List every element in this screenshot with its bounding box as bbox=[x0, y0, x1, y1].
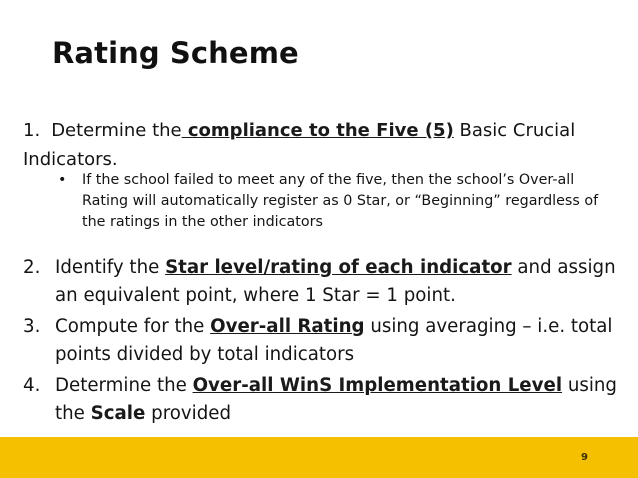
step-4-highlight: Over-all WinS Implementation Level bbox=[192, 375, 563, 396]
step-3-number: 3. bbox=[23, 316, 41, 337]
step-2-text-post: and assign an equivalent point, where 1 Star = 1 point. bbox=[55, 257, 616, 306]
step-3-highlight: Over-all Rating bbox=[210, 316, 365, 337]
footer-bar bbox=[0, 437, 638, 478]
step-2-highlight: Star level/rating of each indicator bbox=[165, 257, 512, 278]
bullet-marker: • bbox=[58, 172, 67, 188]
step-1 bbox=[23, 116, 613, 174]
step-3-text-post: using averaging – i.e. total points divided by total indicators bbox=[55, 316, 613, 365]
step-4-scale-word: Scale bbox=[90, 403, 146, 424]
step-4-text-post: provided bbox=[145, 403, 232, 424]
step-4-number: 4. bbox=[23, 375, 41, 396]
subbullet-text: If the school failed to meet any of the five, then the school’s Over-all Rating will automatically register as 0 Star, or “Beginning” regardless of the ratings in the other indicators bbox=[82, 172, 599, 230]
step-1-text-pre: Determine the bbox=[51, 120, 182, 141]
step-2-text-pre: Identify the bbox=[55, 257, 166, 278]
step-2-number: 2. bbox=[23, 257, 41, 278]
step-1-number: 1. bbox=[23, 120, 41, 141]
page-number: 9 bbox=[581, 452, 588, 463]
step-4-text-mid: using the bbox=[55, 375, 617, 424]
slide-title: Rating Scheme bbox=[52, 36, 299, 70]
step-1-highlight: compliance to the Five (5) bbox=[181, 120, 454, 141]
step-4-text-pre: Determine the bbox=[55, 375, 193, 396]
step-3-text-pre: Compute for the bbox=[55, 316, 211, 337]
step-1-text-post: Basic Crucial Indicators. bbox=[23, 120, 576, 170]
